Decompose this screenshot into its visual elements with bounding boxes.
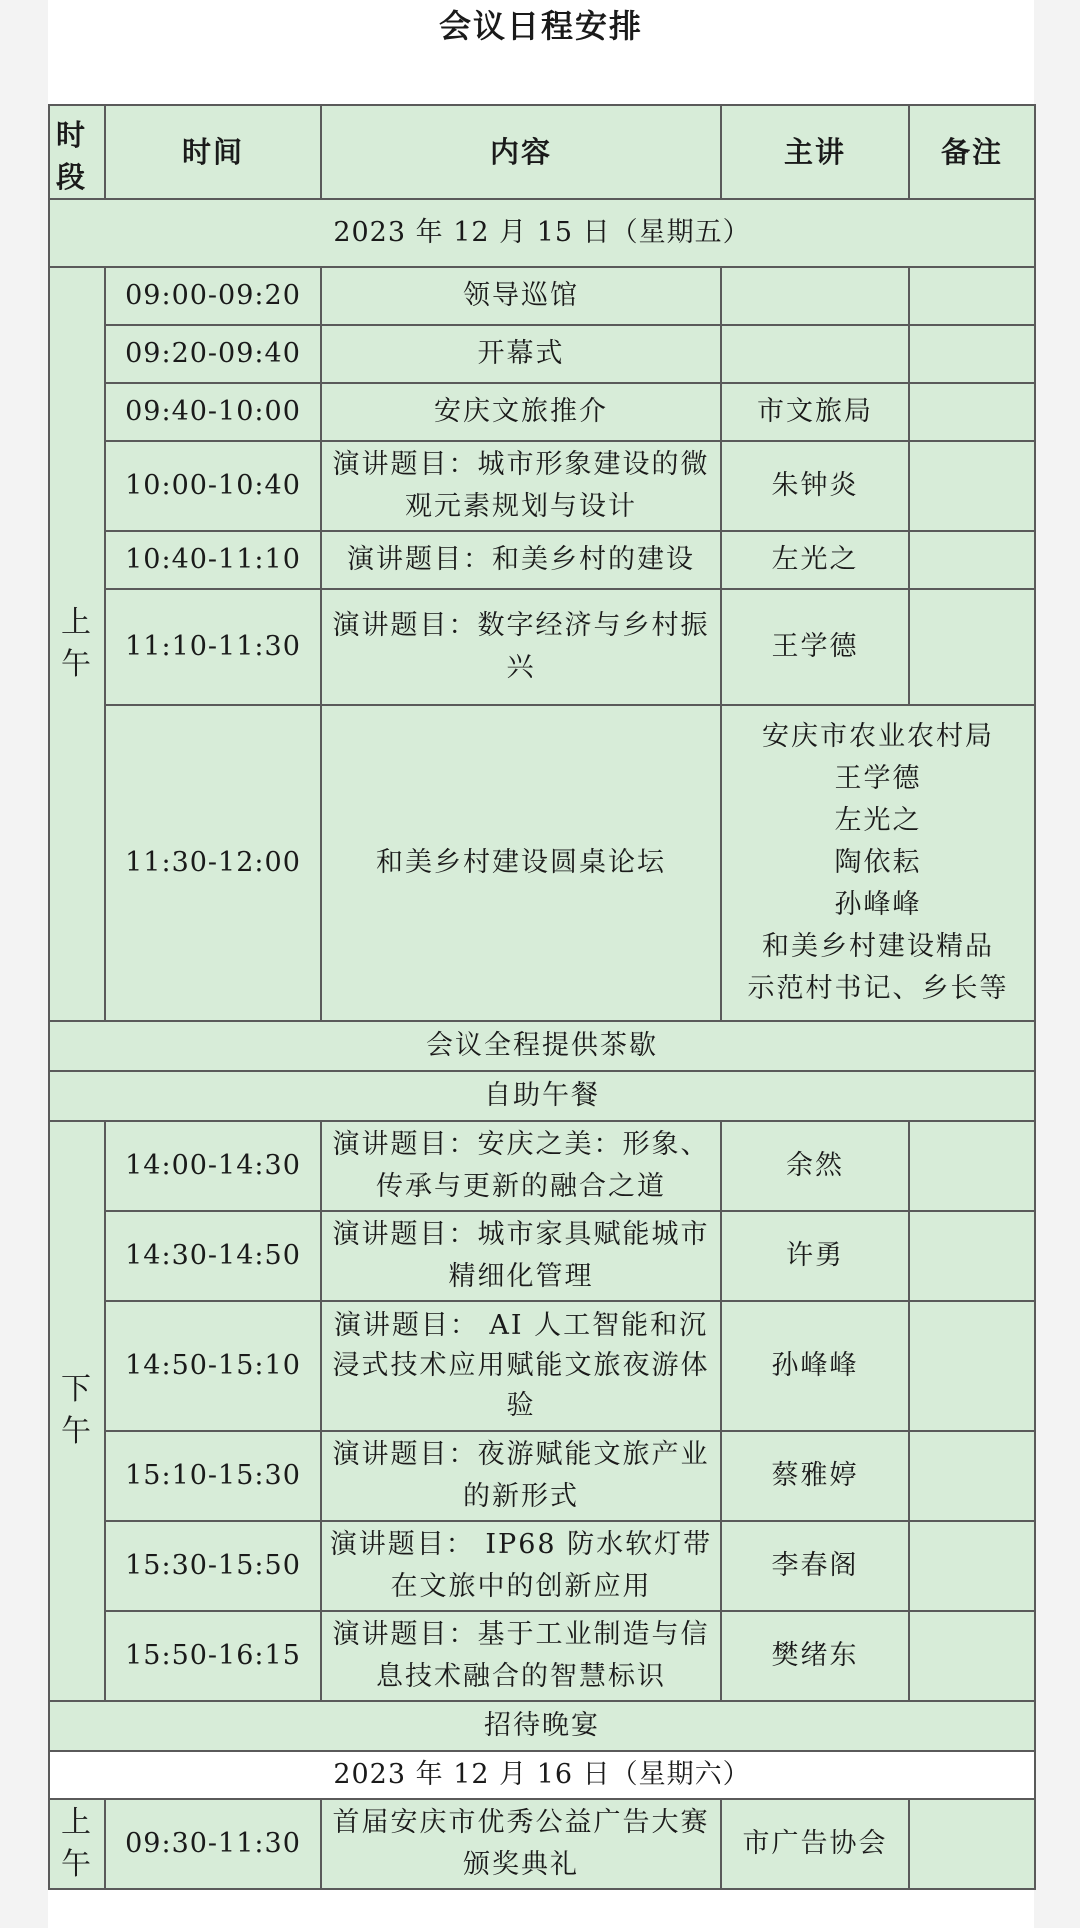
period-morning-day2 [49, 1799, 105, 1889]
lunch-note: 自助午餐 [49, 1071, 1035, 1121]
table-row [49, 589, 1035, 705]
header-speaker: 主讲 [721, 105, 909, 199]
table-row [49, 267, 1035, 325]
period-label: 上 午 [61, 605, 93, 682]
content-cell: 演讲题目： IP68 防水软灯带在文旅中的创新应用 [321, 1521, 721, 1611]
table-row [49, 441, 1035, 531]
speaker-cell: 余然 [721, 1121, 909, 1211]
remark-cell [909, 267, 1035, 325]
page [48, 0, 1034, 1928]
banquet-note: 招待晚宴 [49, 1701, 1035, 1751]
table-row [49, 1799, 1035, 1889]
speaker-cell: 朱钟炎 [721, 441, 909, 531]
time-cell: 14:30-14:50 [105, 1211, 321, 1301]
time-cell: 09:00-09:20 [105, 267, 321, 325]
header-period: 时段 [49, 105, 105, 199]
header-row [49, 105, 1035, 199]
table-row [49, 1611, 1035, 1701]
remark-cell [909, 383, 1035, 441]
forum-speaker: 孙峰峰 [834, 889, 922, 920]
remark-cell [909, 1799, 1035, 1889]
speaker-cell: 市广告协会 [721, 1799, 909, 1889]
time-cell: 11:10-11:30 [105, 589, 321, 705]
time-cell: 11:30-12:00 [105, 705, 321, 1021]
content-cell: 演讲题目：和美乡村的建设 [321, 531, 721, 589]
speaker-cell: 李春阁 [721, 1521, 909, 1611]
remark-cell [909, 1121, 1035, 1211]
time-cell: 14:50-15:10 [105, 1301, 321, 1431]
content-cell: 安庆文旅推介 [321, 383, 721, 441]
speaker-cell: 市文旅局 [721, 383, 909, 441]
schedule-table [48, 104, 1036, 1890]
header-content: 内容 [321, 105, 721, 199]
time-cell: 15:30-15:50 [105, 1521, 321, 1611]
table-row [49, 325, 1035, 383]
remark-cell [909, 1611, 1035, 1701]
remark-cell [909, 1431, 1035, 1521]
date-row [49, 1751, 1035, 1799]
forum-speaker: 和美乡村建设精品 [762, 931, 994, 962]
table-row [49, 705, 1035, 1021]
content-cell: 演讲题目：城市家具赋能城市精细化管理 [321, 1211, 721, 1301]
remark-cell [909, 531, 1035, 589]
speaker-cell: 王学德 [721, 589, 909, 705]
time-cell: 14:00-14:30 [105, 1121, 321, 1211]
table-row [49, 1431, 1035, 1521]
time-cell: 15:50-16:15 [105, 1611, 321, 1701]
content-cell: 演讲题目：安庆之美：形象、传承与更新的融合之道 [321, 1121, 721, 1211]
forum-speakers [721, 705, 1035, 1021]
speaker-cell: 许勇 [721, 1211, 909, 1301]
notice-row [49, 1071, 1035, 1121]
forum-speaker: 陶依耘 [834, 847, 922, 878]
content-cell: 首届安庆市优秀公益广告大赛颁奖典礼 [321, 1799, 721, 1889]
table-row [49, 1301, 1035, 1431]
table-row [49, 383, 1035, 441]
content-cell: 领导巡馆 [321, 267, 721, 325]
content-cell: 演讲题目：城市形象建设的微观元素规划与设计 [321, 441, 721, 531]
forum-speaker: 示范村书记、乡长等 [747, 973, 1009, 1004]
remark-cell [909, 1211, 1035, 1301]
remark-cell [909, 1301, 1035, 1431]
tea-note: 会议全程提供茶歇 [49, 1021, 1035, 1071]
time-cell: 15:10-15:30 [105, 1431, 321, 1521]
header-remark: 备注 [909, 105, 1035, 199]
time-cell: 09:30-11:30 [105, 1799, 321, 1889]
content-cell: 开幕式 [321, 325, 721, 383]
speaker-cell: 蔡雅婷 [721, 1431, 909, 1521]
forum-speaker: 王学德 [834, 763, 922, 794]
content-cell: 和美乡村建设圆桌论坛 [321, 705, 721, 1021]
date-row [49, 199, 1035, 267]
content-cell: 演讲题目：基于工业制造与信息技术融合的智慧标识 [321, 1611, 721, 1701]
speaker-cell: 樊绪东 [721, 1611, 909, 1701]
period-afternoon-day1 [49, 1121, 105, 1701]
notice-row [49, 1701, 1035, 1751]
time-cell: 09:20-09:40 [105, 325, 321, 383]
table-row [49, 1121, 1035, 1211]
remark-cell [909, 1521, 1035, 1611]
content-cell: 演讲题目：数字经济与乡村振兴 [321, 589, 721, 705]
remark-cell [909, 441, 1035, 531]
table-row [49, 1211, 1035, 1301]
date-day1: 2023 年 12 月 15 日（星期五） [49, 199, 1035, 267]
content-cell: 演讲题目：夜游赋能文旅产业的新形式 [321, 1431, 721, 1521]
time-cell: 09:40-10:00 [105, 383, 321, 441]
forum-speaker: 左光之 [834, 805, 922, 836]
content-cell: 演讲题目： AI 人工智能和沉浸式技术应用赋能文旅夜游体验 [321, 1301, 721, 1431]
page-title: 会议日程安排 [438, 7, 643, 45]
speaker-cell: 孙峰峰 [721, 1301, 909, 1431]
time-cell: 10:40-11:10 [105, 531, 321, 589]
remark-cell [909, 589, 1035, 705]
time-cell: 10:00-10:40 [105, 441, 321, 531]
table-row [49, 1521, 1035, 1611]
speaker-cell [721, 325, 909, 383]
date-day2: 2023 年 12 月 16 日（星期六） [49, 1751, 1035, 1799]
period-label: 下 午 [61, 1372, 93, 1449]
forum-speaker: 安庆市农业农村局 [762, 721, 994, 752]
period-morning-day1 [49, 267, 105, 1021]
speaker-cell [721, 267, 909, 325]
table-row [49, 531, 1035, 589]
speaker-cell: 左光之 [721, 531, 909, 589]
notice-row [49, 1021, 1035, 1071]
remark-cell [909, 325, 1035, 383]
period-label: 上 午 [61, 1805, 93, 1882]
header-time: 时间 [105, 105, 321, 199]
